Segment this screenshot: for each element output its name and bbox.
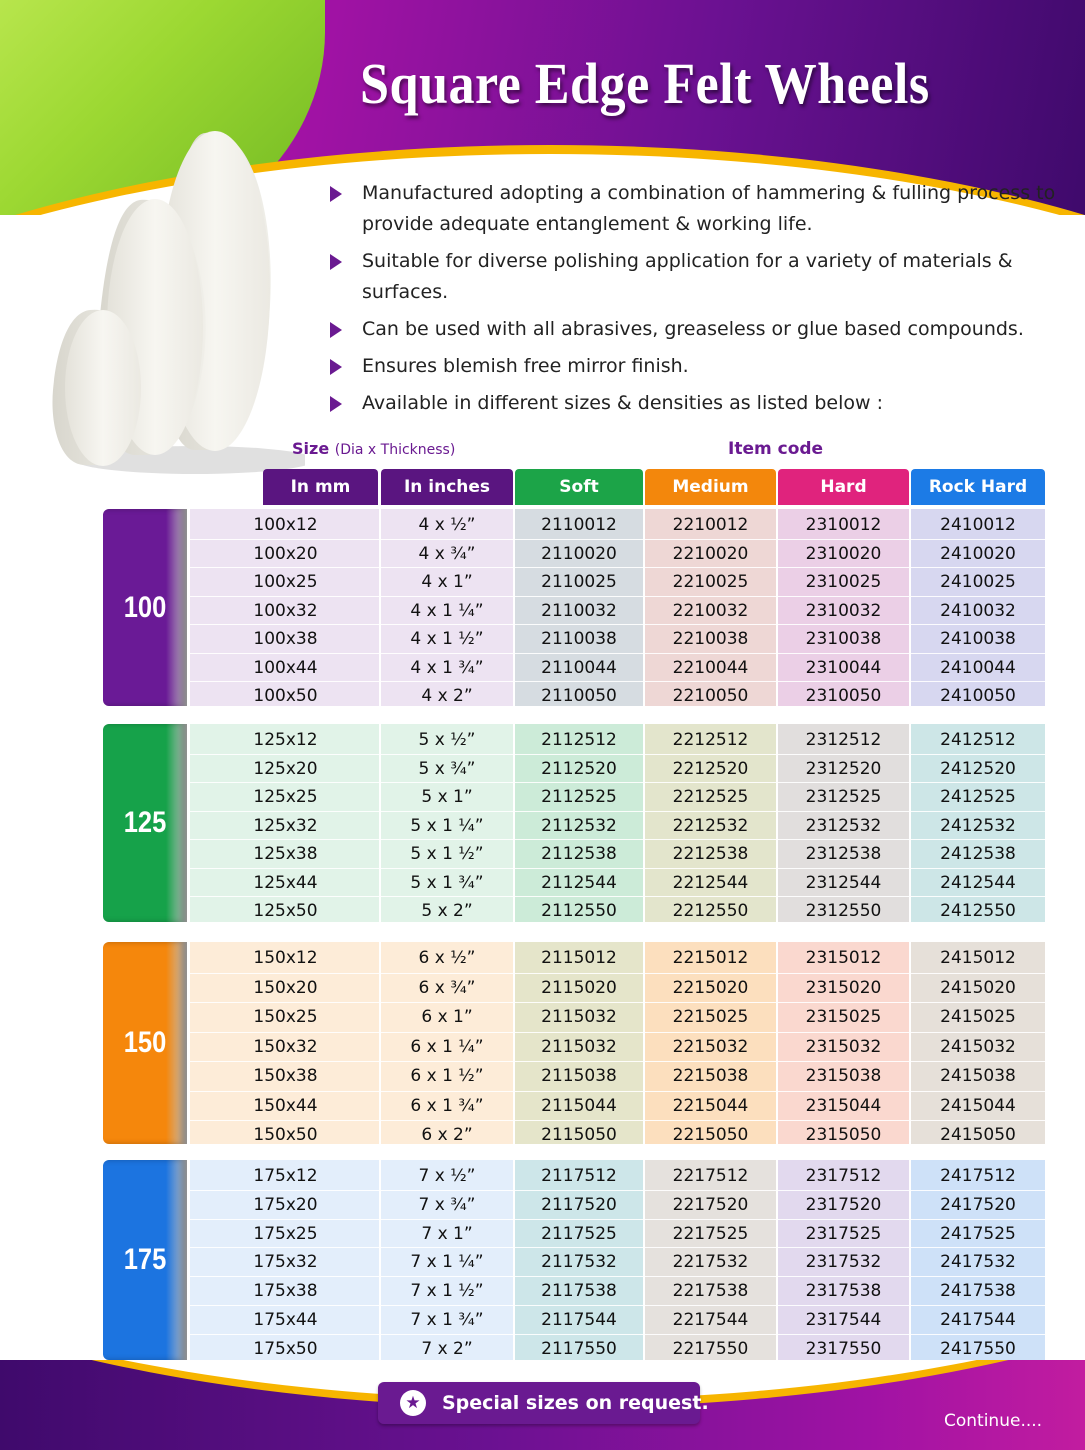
table-cell: 2212544 <box>672 872 749 893</box>
table-cell: 4 x 1 ¾” <box>410 657 484 678</box>
table-cell: 2217544 <box>672 1310 749 1330</box>
table-cell: 2117538 <box>541 1281 617 1302</box>
size-group-label: 150 <box>123 1026 167 1059</box>
table-cell: 100x25 <box>253 572 318 592</box>
table-cell: 2410020 <box>940 543 1016 564</box>
table-cell: 2215025 <box>672 1007 749 1027</box>
table-cell: 125x25 <box>253 787 318 807</box>
table-cell: 2412525 <box>940 787 1016 807</box>
table-cell: 2117544 <box>541 1310 617 1330</box>
triangle-bullet-icon <box>330 186 342 202</box>
table-cell: 5 x 1” <box>421 787 473 807</box>
table-row <box>190 654 1045 682</box>
table-cell: 175x20 <box>253 1194 318 1215</box>
size-heading-label: Size <box>292 439 330 458</box>
table-cell: 4 x ½” <box>418 515 476 535</box>
table-cell: 2210020 <box>672 543 749 564</box>
table-cell: 100x32 <box>253 600 318 621</box>
table-cell: 150x38 <box>253 1066 318 1086</box>
table-cell: 2212520 <box>672 758 749 779</box>
table-cell: 2312520 <box>805 758 882 779</box>
table-cell: 5 x 2” <box>421 901 473 921</box>
table-cell: 125x20 <box>253 758 318 779</box>
table-cell: 2315032 <box>805 1036 882 1057</box>
size-group-badge <box>103 724 187 922</box>
table-cell: 2410044 <box>940 657 1016 678</box>
table-cell: 100x12 <box>253 515 318 535</box>
list-item <box>330 388 1070 419</box>
table-cell: 2117550 <box>541 1338 617 1359</box>
table-row <box>190 1277 1045 1305</box>
table-cell: 2317520 <box>805 1194 882 1215</box>
table-cell: 2415038 <box>940 1066 1016 1086</box>
table-cell: 2410032 <box>940 600 1016 621</box>
list-item <box>330 246 1070 308</box>
table-cell: 2410025 <box>940 572 1016 592</box>
table-cell: 6 x 1 ¼” <box>410 1036 484 1057</box>
table-cell: 2212525 <box>672 787 749 807</box>
table-cell: 150x20 <box>253 977 318 998</box>
table-cell: 2317532 <box>805 1252 882 1273</box>
triangle-bullet-icon <box>330 359 342 375</box>
table-row <box>190 897 1045 925</box>
table-cell: 2217525 <box>672 1223 749 1244</box>
table-cell: 2417550 <box>940 1338 1016 1359</box>
size-group-badge <box>103 509 187 706</box>
table-row <box>190 1062 1045 1090</box>
table-cell: 2317550 <box>805 1338 882 1359</box>
table-cell: 2215032 <box>672 1036 749 1057</box>
table-cell: 7 x ½” <box>418 1166 476 1186</box>
table-row <box>190 625 1045 653</box>
table-cell: 2117525 <box>541 1223 617 1244</box>
list-item <box>330 351 1070 382</box>
table-cell: 2310032 <box>805 600 882 621</box>
table-cell: 2315050 <box>805 1125 882 1145</box>
table-cell: 4 x 1” <box>421 572 473 592</box>
list-item-text: Can be used with all abrasives, greaseless or glue based compounds. <box>362 318 1024 340</box>
table-cell: 6 x 1 ½” <box>410 1066 484 1086</box>
table-cell: 125x38 <box>253 844 318 864</box>
table-cell: 6 x 1” <box>421 1007 473 1027</box>
table-cell: 2312544 <box>805 872 882 893</box>
table-cell: 175x12 <box>253 1166 318 1186</box>
table-cell: 2210032 <box>672 600 749 621</box>
table-cell: 2112520 <box>541 758 617 779</box>
table-cell: 5 x ¾” <box>418 758 476 779</box>
table-cell: 2417532 <box>940 1252 1016 1273</box>
table-cell: 150x32 <box>253 1036 318 1057</box>
table-cell: 2110012 <box>541 515 617 535</box>
page-title: Square Edge Felt Wheels <box>360 51 930 116</box>
table-cell: 7 x 1 ¾” <box>410 1310 484 1330</box>
table-cell: 150x12 <box>253 948 318 968</box>
size-heading <box>292 439 455 458</box>
table-cell: 5 x 1 ¾” <box>410 872 484 893</box>
table-cell: 2110050 <box>541 686 617 706</box>
table-cell: 7 x 1” <box>421 1223 473 1244</box>
table-cell: 100x38 <box>253 629 318 649</box>
table-cell: 7 x ¾” <box>418 1194 476 1215</box>
table-cell: 2112538 <box>541 844 617 864</box>
table-cell: 7 x 2” <box>421 1338 473 1359</box>
table-row <box>190 1162 1045 1190</box>
table-cell: 7 x 1 ½” <box>410 1281 484 1302</box>
table-cell: 2312525 <box>805 787 882 807</box>
table-cell: 2217520 <box>672 1194 749 1215</box>
table-cell: 2112550 <box>541 901 617 921</box>
table-cell: 2210012 <box>672 515 749 535</box>
table-cell: 4 x 2” <box>421 686 473 706</box>
table-cell: 125x32 <box>253 815 318 836</box>
table-cell: 2210038 <box>672 629 749 649</box>
table-cell: 2217538 <box>672 1281 749 1302</box>
list-item <box>330 314 1070 345</box>
table-cell: 2112532 <box>541 815 617 836</box>
table-cell: 2415012 <box>940 948 1016 968</box>
table-row <box>190 1220 1045 1248</box>
table-row <box>190 783 1045 811</box>
table-cell: 2317525 <box>805 1223 882 1244</box>
table-cell: 150x44 <box>253 1095 318 1116</box>
table-cell: 2115032 <box>541 1007 617 1027</box>
table-cell: 2315044 <box>805 1095 882 1116</box>
table-cell: 2112544 <box>541 872 617 893</box>
table-cell: 2412544 <box>940 872 1016 893</box>
table-cell: 2415032 <box>940 1036 1016 1057</box>
table-cell: 2310012 <box>805 515 882 535</box>
table-cell: 2410050 <box>940 686 1016 706</box>
table-cell: 100x50 <box>253 686 318 706</box>
table-cell: 2412550 <box>940 901 1016 921</box>
triangle-bullet-icon <box>330 254 342 270</box>
table-cell: 5 x 1 ½” <box>410 844 484 864</box>
table-cell: 2412538 <box>940 844 1016 864</box>
item-code-heading: Item code <box>728 439 824 459</box>
column-header: In mm <box>263 469 378 505</box>
column-header: Soft <box>515 469 643 505</box>
table-cell: 2215050 <box>672 1125 749 1145</box>
table-row <box>190 726 1045 754</box>
table-cell: 2310044 <box>805 657 882 678</box>
table-cell: 5 x 1 ¼” <box>410 815 484 836</box>
column-header: In inches <box>381 469 513 505</box>
table-row <box>190 1191 1045 1219</box>
table-cell: 2212512 <box>672 730 749 750</box>
table-row <box>190 869 1045 897</box>
table-cell: 175x44 <box>253 1310 318 1330</box>
table-cell: 2315025 <box>805 1007 882 1027</box>
size-heading-sub: (Dia x Thickness) <box>334 442 456 458</box>
table-cell: 2312538 <box>805 844 882 864</box>
continue-label: Continue.... <box>944 1411 1043 1431</box>
table-row <box>190 840 1045 868</box>
feature-list <box>330 178 1070 425</box>
table-cell: 2110025 <box>541 572 617 592</box>
table-cell: 5 x ½” <box>418 730 476 750</box>
table-cell: 2115044 <box>541 1095 617 1116</box>
table-cell: 2317544 <box>805 1310 882 1330</box>
table-cell: 7 x 1 ¼” <box>410 1252 484 1273</box>
table-row <box>190 812 1045 840</box>
star-icon: ★ <box>400 1390 426 1416</box>
table-row <box>190 1248 1045 1276</box>
table-cell: 2417538 <box>940 1281 1016 1302</box>
column-header: Rock Hard <box>911 469 1045 505</box>
table-row <box>190 682 1045 710</box>
column-header: Medium <box>645 469 776 505</box>
list-item-text: Ensures blemish free mirror finish. <box>362 355 689 377</box>
table-cell: 175x25 <box>253 1223 318 1244</box>
table-cell: 2217550 <box>672 1338 749 1359</box>
felt-wheels-image <box>45 105 305 485</box>
table-row <box>190 1092 1045 1120</box>
table-row <box>190 1306 1045 1334</box>
table-cell: 2410038 <box>940 629 1016 649</box>
table-cell: 2315020 <box>805 977 882 998</box>
table-cell: 2212538 <box>672 844 749 864</box>
table-cell: 2112525 <box>541 787 617 807</box>
size-group-badge <box>103 942 187 1144</box>
table-cell: 2312550 <box>805 901 882 921</box>
table-cell: 2117520 <box>541 1194 617 1215</box>
table-cell: 2317538 <box>805 1281 882 1302</box>
table-cell: 2112512 <box>541 730 617 750</box>
table-cell: 4 x 1 ½” <box>410 629 484 649</box>
table-cell: 6 x 1 ¾” <box>410 1095 484 1116</box>
table-cell: 2417512 <box>940 1166 1016 1186</box>
table-row <box>190 1335 1045 1363</box>
table-cell: 2412520 <box>940 758 1016 779</box>
table-cell: 2310038 <box>805 629 882 649</box>
table-cell: 100x20 <box>253 543 318 564</box>
table-row <box>190 568 1045 596</box>
table-cell: 6 x 2” <box>421 1125 473 1145</box>
table-cell: 2117512 <box>541 1166 617 1186</box>
table-cell: 125x44 <box>253 872 318 893</box>
table-cell: 6 x ½” <box>418 948 476 968</box>
table-cell: 2417544 <box>940 1310 1016 1330</box>
table-cell: 2412512 <box>940 730 1016 750</box>
table-cell: 2217532 <box>672 1252 749 1273</box>
table-cell: 2115012 <box>541 948 617 968</box>
table-cell: 2115020 <box>541 977 617 998</box>
table-cell: 6 x ¾” <box>418 977 476 998</box>
table-cell: 2210025 <box>672 572 749 592</box>
table-cell: 2212532 <box>672 815 749 836</box>
table-cell: 175x32 <box>253 1252 318 1273</box>
size-group-label: 125 <box>123 806 167 839</box>
table-cell: 2317512 <box>805 1166 882 1186</box>
size-group-label: 100 <box>123 590 167 624</box>
table-cell: 4 x 1 ¼” <box>410 600 484 621</box>
table-row <box>190 511 1045 539</box>
table-row <box>190 974 1045 1002</box>
list-item-text: Suitable for diverse polishing application for a variety of materials & surfaces. <box>362 250 1013 303</box>
table-cell: 2210044 <box>672 657 749 678</box>
table-cell: 175x38 <box>253 1281 318 1302</box>
table-cell: 2110044 <box>541 657 617 678</box>
table-row <box>190 1003 1045 1031</box>
table-cell: 125x50 <box>253 901 318 921</box>
list-item-text: Available in different sizes & densities as listed below : <box>362 392 884 414</box>
table-cell: 2312512 <box>805 730 882 750</box>
table-cell: 175x50 <box>253 1338 318 1359</box>
table-cell: 2412532 <box>940 815 1016 836</box>
table-cell: 100x44 <box>253 657 318 678</box>
triangle-bullet-icon <box>330 396 342 412</box>
special-sizes-banner <box>378 1382 709 1424</box>
table-cell: 2415020 <box>940 977 1016 998</box>
list-item <box>330 178 1070 240</box>
table-row <box>190 540 1045 568</box>
table-cell: 2115032 <box>541 1036 617 1057</box>
table-cell: 2215044 <box>672 1095 749 1116</box>
table-cell: 2117532 <box>541 1252 617 1273</box>
table-cell: 2417520 <box>940 1194 1016 1215</box>
size-group-badge <box>103 1160 187 1360</box>
table-cell: 150x25 <box>253 1007 318 1027</box>
table-cell: 125x12 <box>253 730 318 750</box>
list-item-text: Manufactured adopting a combination of hammering & fulling process to provide adequate entanglement & working life. <box>362 182 1056 235</box>
special-sizes-text: Special sizes on request. <box>442 1392 709 1414</box>
table-cell: 2110032 <box>541 600 617 621</box>
table-cell: 2310020 <box>805 543 882 564</box>
triangle-bullet-icon <box>330 322 342 338</box>
table-cell: 2310025 <box>805 572 882 592</box>
table-cell: 2315012 <box>805 948 882 968</box>
table-cell: 2217512 <box>672 1166 749 1186</box>
table-cell: 2417525 <box>940 1223 1016 1244</box>
size-group-label: 175 <box>123 1243 167 1276</box>
table-row <box>190 1121 1045 1149</box>
column-header: Hard <box>778 469 909 505</box>
table-row <box>190 1033 1045 1061</box>
table-cell: 2215020 <box>672 977 749 998</box>
table-row <box>190 944 1045 972</box>
table-cell: 2115050 <box>541 1125 617 1145</box>
table-cell: 2312532 <box>805 815 882 836</box>
table-row <box>190 597 1045 625</box>
table-cell: 2415044 <box>940 1095 1016 1116</box>
table-cell: 2110038 <box>541 629 617 649</box>
table-cell: 2215012 <box>672 948 749 968</box>
table-cell: 2415025 <box>940 1007 1016 1027</box>
table-row <box>190 755 1045 783</box>
table-cell: 4 x ¾” <box>418 543 476 564</box>
table-cell: 2315038 <box>805 1066 882 1086</box>
table-cell: 2310050 <box>805 686 882 706</box>
table-cell: 2110020 <box>541 543 617 564</box>
table-cell: 2415050 <box>940 1125 1016 1145</box>
table-cell: 150x50 <box>253 1125 318 1145</box>
table-cell: 2212550 <box>672 901 749 921</box>
table-cell: 2210050 <box>672 686 749 706</box>
table-cell: 2410012 <box>940 515 1016 535</box>
table-cell: 2115038 <box>541 1066 617 1086</box>
table-cell: 2215038 <box>672 1066 749 1086</box>
